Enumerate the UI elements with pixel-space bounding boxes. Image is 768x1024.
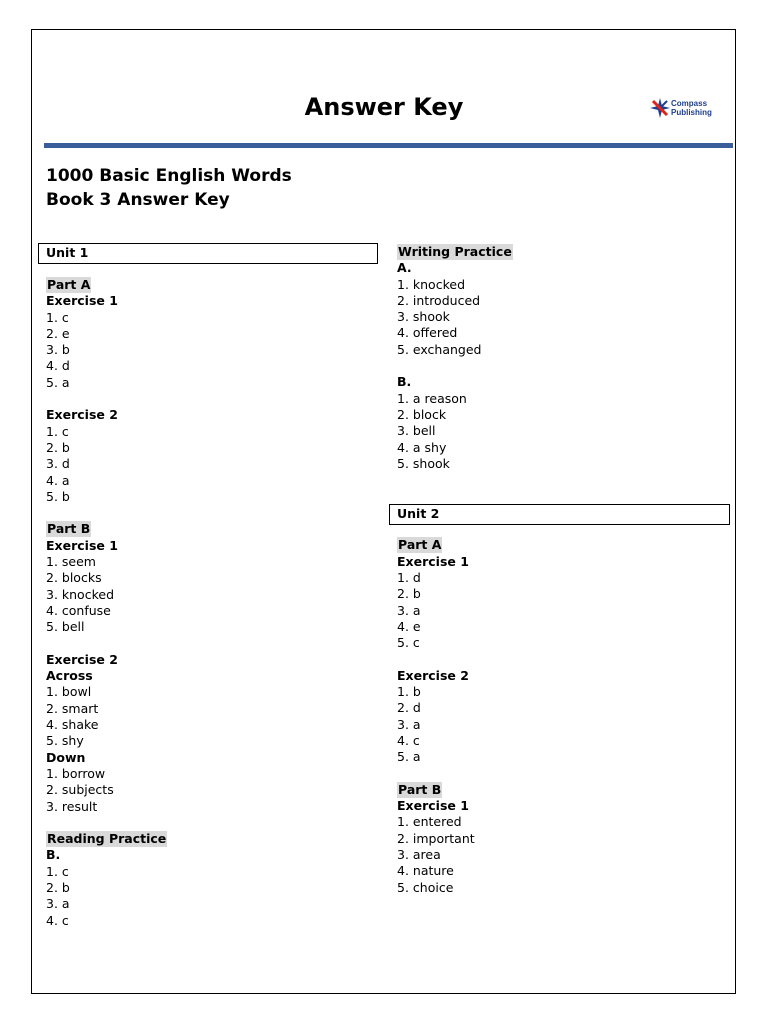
unit1-part-b-ex1-label: Exercise 1 — [46, 537, 118, 553]
unit2-part-a-ex1-label: Exercise 1 — [397, 553, 469, 569]
unit1-part-b-label: Part B — [47, 521, 91, 537]
answer-line: 2. smart — [46, 700, 99, 716]
compass-star-icon — [650, 98, 670, 118]
page-title: Answer Key — [304, 93, 464, 121]
publisher-logo — [650, 97, 720, 119]
unit1-heading: Unit 1 — [38, 243, 378, 264]
document-title-line2: Book 3 Answer Key — [46, 190, 230, 210]
writing-b-label: B. — [397, 374, 412, 390]
answer-line: 1. c — [46, 309, 69, 325]
answer-line: 5. b — [46, 488, 70, 504]
logo-text — [671, 99, 712, 117]
answer-line: 2. b — [46, 439, 70, 455]
answer-line: 3. a — [397, 602, 421, 618]
answer-line: 1. d — [397, 569, 421, 585]
answer-line: 2. subjects — [46, 782, 114, 798]
answer-line: 2. introduced — [397, 292, 481, 308]
unit1-part-a-ex1-label: Exercise 1 — [46, 293, 118, 309]
header-divider — [44, 143, 733, 148]
answer-line: 3. bell — [397, 423, 436, 439]
answer-line: 5. exchanged — [397, 341, 482, 357]
answer-line: 4. a — [46, 472, 70, 488]
answer-line: 1. a reason — [397, 390, 467, 406]
unit1-part-b-ex2-label: Exercise 2 — [46, 651, 118, 667]
across-label: Across — [46, 668, 93, 684]
answer-line: 5. shy — [46, 733, 84, 749]
answer-line: 4. c — [397, 732, 420, 748]
answer-line: 4. nature — [397, 863, 454, 879]
answer-line: 4. confuse — [46, 602, 111, 618]
answer-line: 4. a shy — [397, 439, 447, 455]
writing-a-label: A. — [397, 260, 412, 276]
writing-practice-label: Writing Practice — [398, 244, 512, 259]
answer-line: 2. d — [397, 700, 421, 716]
answer-line: 2. important — [397, 830, 475, 846]
answer-line: 3. shook — [397, 309, 450, 325]
answer-line: 5. bell — [46, 619, 85, 635]
logo-line2: Publishing — [671, 108, 712, 117]
document-title-line1: 1000 Basic English Words — [46, 166, 292, 186]
answer-line: 1. b — [397, 684, 421, 700]
down-label: Down — [46, 749, 86, 765]
reading-b-label: B. — [46, 847, 61, 863]
reading-practice-label: Reading Practice — [47, 831, 167, 847]
answer-line: 3. b — [46, 342, 70, 358]
answer-line: 1. borrow — [46, 765, 106, 781]
answer-line: 2. blocks — [46, 570, 102, 586]
answer-line: 3. a — [46, 896, 70, 912]
answer-line: 5. shook — [397, 455, 450, 471]
answer-line: 1. entered — [397, 814, 462, 830]
answer-line: 5. c — [397, 635, 420, 651]
answer-line: 5. a — [46, 374, 70, 390]
logo-line1: Compass — [671, 99, 708, 108]
answer-line: 1. c — [46, 423, 69, 439]
answer-line: 1. bowl — [46, 684, 92, 700]
answer-line: 3. knocked — [46, 586, 114, 602]
answer-line: 4. d — [46, 358, 70, 374]
answer-line: 4. c — [46, 912, 69, 928]
unit2-part-a-ex2-label: Exercise 2 — [397, 667, 469, 683]
unit2-part-a-label: Part A — [398, 537, 442, 553]
unit2-heading: Unit 2 — [389, 504, 730, 525]
answer-line: 3. a — [397, 716, 421, 732]
left-column — [46, 277, 346, 929]
answer-line: 2. b — [397, 586, 421, 602]
answer-line: 5. choice — [397, 879, 454, 895]
document-title — [46, 164, 292, 212]
answer-line: 1. c — [46, 863, 69, 879]
answer-line: 1. seem — [46, 554, 96, 570]
answer-line: 2. b — [46, 879, 70, 895]
answer-line: 1. knocked — [397, 276, 465, 292]
answer-line: 4. shake — [46, 717, 99, 733]
unit2-part-b-ex1-label: Exercise 1 — [397, 798, 469, 814]
right-column — [397, 244, 717, 896]
answer-line: 3. area — [397, 846, 441, 862]
answer-line: 3. result — [46, 798, 98, 814]
unit1-part-a-ex2-label: Exercise 2 — [46, 407, 118, 423]
answer-line: 2. block — [397, 406, 447, 422]
answer-line: 4. offered — [397, 325, 458, 341]
unit1-part-a-label: Part A — [47, 277, 91, 292]
answer-line: 3. d — [46, 456, 70, 472]
answer-line: 5. a — [397, 749, 421, 765]
answer-line: 2. e — [46, 325, 70, 341]
unit2-part-b-label: Part B — [398, 781, 442, 797]
answer-line: 4. e — [397, 618, 421, 634]
